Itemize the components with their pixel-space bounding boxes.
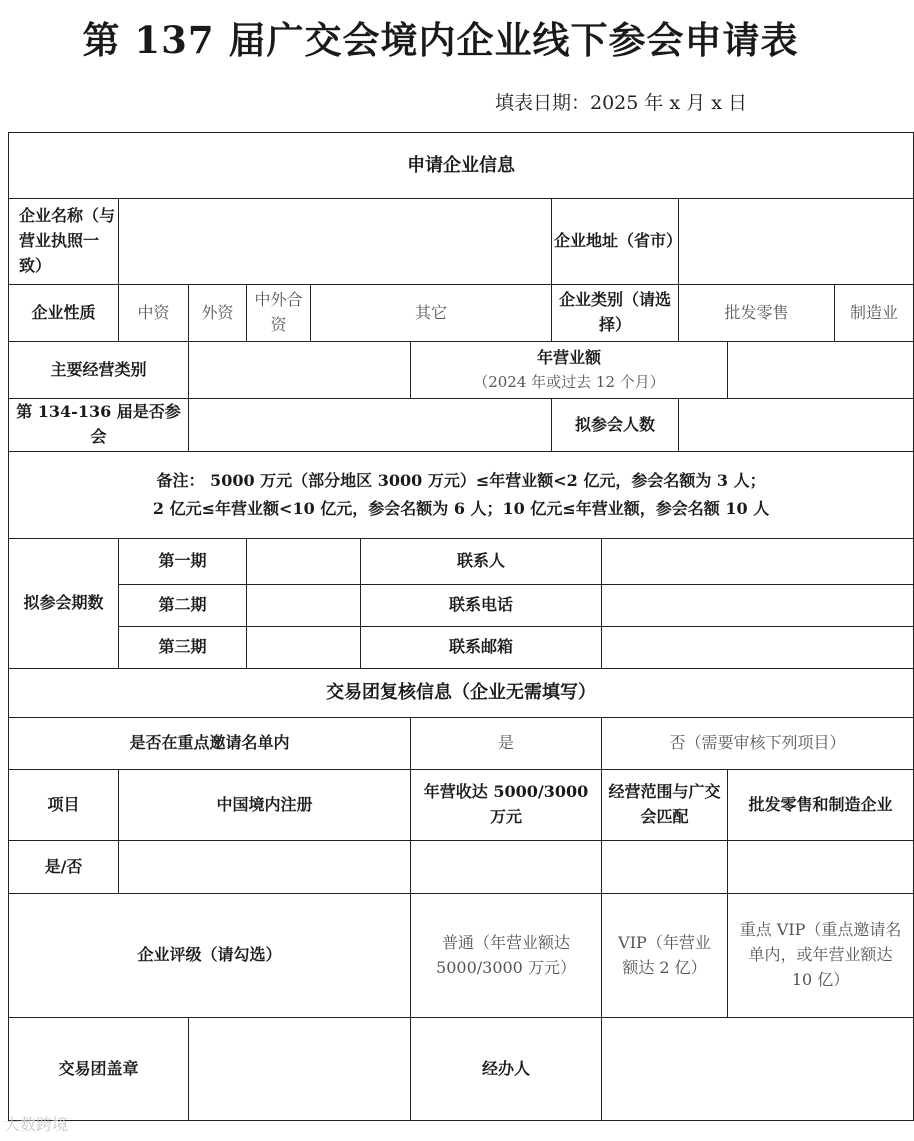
invite-list-label: 是否在重点邀请名单内 bbox=[9, 718, 411, 770]
company-rating-label: 企业评级（请勾选） bbox=[9, 894, 411, 1018]
application-form-table bbox=[8, 132, 914, 1121]
category-option-manufacturing[interactable]: 制造业 bbox=[835, 285, 914, 342]
wholesale-manufacturing-field[interactable] bbox=[728, 841, 914, 894]
annual-revenue-field[interactable] bbox=[728, 342, 914, 399]
phase-1-field[interactable] bbox=[247, 539, 361, 585]
main-business-label: 主要经营类别 bbox=[9, 342, 189, 399]
domestic-registration-header: 中国境内注册 bbox=[119, 770, 411, 841]
yes-no-label: 是/否 bbox=[9, 841, 119, 894]
phase-2-label: 第二期 bbox=[119, 585, 247, 627]
annual-revenue-title: 年营业额 bbox=[536, 347, 601, 367]
company-category-label: 企业类别（请选择） bbox=[552, 285, 679, 342]
delegation-stamp-field[interactable] bbox=[189, 1018, 411, 1121]
contact-phone-field[interactable] bbox=[602, 585, 914, 627]
phase-3-field[interactable] bbox=[247, 627, 361, 669]
quota-note-line-1: 备注： 5000 万元（部分地区 3000 万元）≤年营业额<2 亿元，参会名额为 3 人； bbox=[156, 471, 766, 490]
company-name-label: 企业名称（与营业执照一致） bbox=[9, 199, 119, 285]
contact-email-label: 联系邮箱 bbox=[361, 627, 602, 669]
phase-3-label: 第三期 bbox=[119, 627, 247, 669]
company-address-label-text: 企业地址（省市） bbox=[554, 231, 683, 251]
nature-option-foreign[interactable]: 外资 bbox=[189, 285, 247, 342]
phase-1-label: 第一期 bbox=[119, 539, 247, 585]
revenue-requirement-header: 年营收达 5000/3000 万元 bbox=[411, 770, 602, 841]
company-address-field[interactable] bbox=[679, 199, 914, 285]
annual-revenue-label bbox=[411, 342, 728, 399]
main-business-field[interactable] bbox=[189, 342, 411, 399]
contact-phone-label: 联系电话 bbox=[361, 585, 602, 627]
invite-no-option[interactable]: 否（需要审核下列项目） bbox=[602, 718, 914, 770]
planned-attendees-field[interactable] bbox=[679, 399, 914, 452]
past-attendance-field[interactable] bbox=[189, 399, 552, 452]
company-nature-label: 企业性质 bbox=[9, 285, 119, 342]
quota-note-line-2: 2 亿元≤年营业额<10 亿元，参会名额为 6 人；10 亿元≤年营业额，参会名额 10 人 bbox=[152, 499, 770, 518]
delegation-stamp-label: 交易团盖章 bbox=[9, 1018, 189, 1121]
domestic-registration-field[interactable] bbox=[119, 841, 411, 894]
invite-yes-option[interactable]: 是 bbox=[411, 718, 602, 770]
contact-person-field[interactable] bbox=[602, 539, 914, 585]
revenue-requirement-field[interactable] bbox=[411, 841, 602, 894]
contact-email-field[interactable] bbox=[602, 627, 914, 669]
phase-2-field[interactable] bbox=[247, 585, 361, 627]
section-review-info: 交易团复核信息（企业无需填写） bbox=[9, 669, 914, 718]
scope-match-header: 经营范围与广交会匹配 bbox=[602, 770, 728, 841]
planned-attendees-label: 拟参会人数 bbox=[552, 399, 679, 452]
section-applicant-info: 申请企业信息 bbox=[9, 133, 914, 199]
nature-option-domestic[interactable]: 中资 bbox=[119, 285, 189, 342]
fill-date: 填表日期：2025 年 x 月 x 日 bbox=[495, 92, 747, 114]
handler-field[interactable] bbox=[602, 1018, 914, 1121]
nature-option-other[interactable]: 其它 bbox=[311, 285, 552, 342]
company-name-field[interactable] bbox=[119, 199, 552, 285]
annual-revenue-subtitle: （2024 年或过去 12 个月） bbox=[473, 372, 665, 391]
item-header: 项目 bbox=[9, 770, 119, 841]
rating-normal-option[interactable]: 普通（年营业额达 5000/3000 万元） bbox=[411, 894, 602, 1018]
scope-match-field[interactable] bbox=[602, 841, 728, 894]
rating-vip-option[interactable]: VIP（年营业额达 2 亿） bbox=[602, 894, 728, 1018]
contact-person-label: 联系人 bbox=[361, 539, 602, 585]
wholesale-manufacturing-header: 批发零售和制造企业 bbox=[728, 770, 914, 841]
company-address-label bbox=[552, 199, 683, 285]
category-option-wholesale-retail[interactable]: 批发零售 bbox=[679, 285, 835, 342]
rating-key-vip-option[interactable]: 重点 VIP（重点邀请名单内，或年营业额达 10 亿） bbox=[728, 894, 914, 1018]
quota-note bbox=[9, 452, 914, 539]
phases-label: 拟参会期数 bbox=[9, 539, 119, 669]
past-attendance-label: 第 134-136 届是否参会 bbox=[9, 399, 189, 452]
watermark: 大数跨境 bbox=[4, 1115, 69, 1134]
nature-option-joint-venture[interactable]: 中外合资 bbox=[247, 285, 311, 342]
handler-label: 经办人 bbox=[411, 1018, 602, 1121]
form-title: 第 137 届广交会境内企业线下参会申请表 bbox=[82, 18, 799, 62]
